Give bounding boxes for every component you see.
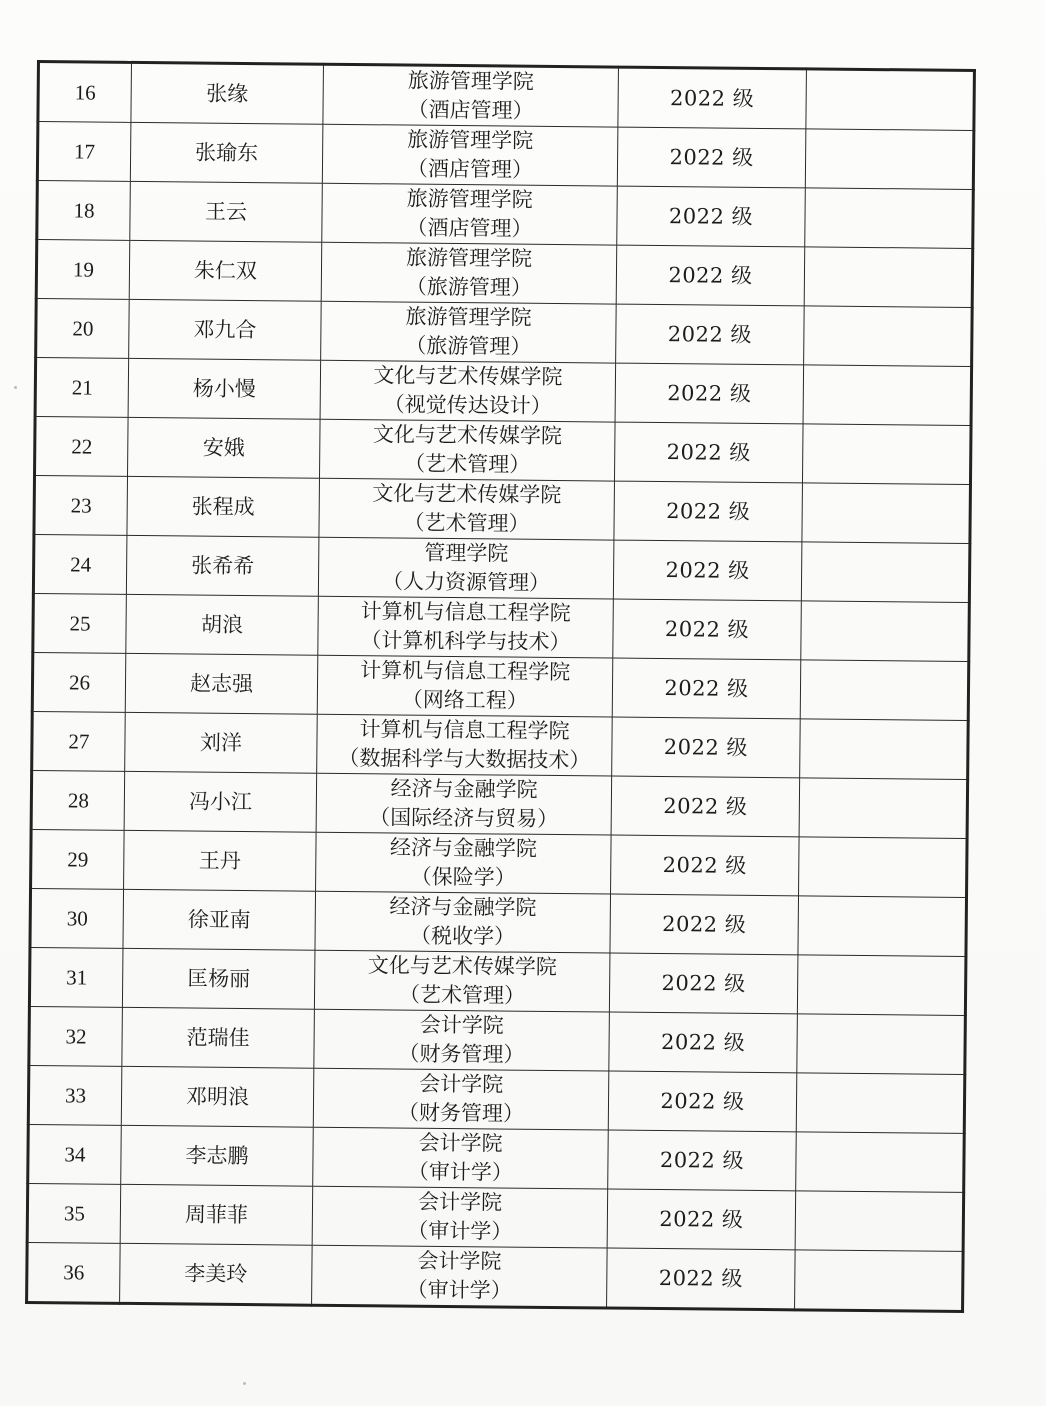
- college-cell: [322, 124, 618, 186]
- table-row: [27, 1242, 964, 1311]
- college-name: 会计学院: [419, 1071, 504, 1097]
- note-cell: [799, 778, 968, 839]
- college-name: 文化与艺术传媒学院: [372, 481, 562, 508]
- row-number: 21: [35, 358, 129, 418]
- major-name: （保险学）: [410, 864, 516, 890]
- note-cell: [801, 601, 970, 662]
- college-name: 计算机与信息工程学院: [359, 717, 570, 744]
- student-list-table-wrapper: [25, 60, 973, 1313]
- college-cell: [313, 1127, 609, 1189]
- table-row: [33, 593, 970, 661]
- college-name: 文化与艺术传媒学院: [367, 953, 557, 980]
- student-name: 邓九合: [129, 299, 322, 360]
- note-cell: [800, 719, 969, 780]
- college-cell: [312, 1186, 608, 1248]
- student-name: 周菲菲: [120, 1184, 313, 1245]
- college-cell: [320, 360, 616, 422]
- table-row: [31, 770, 968, 838]
- table-body: [27, 62, 975, 1312]
- college-name: 文化与艺术传媒学院: [373, 363, 563, 390]
- grade-cell: 2022 级: [612, 658, 801, 719]
- grade-cell: 2022 级: [607, 1189, 796, 1250]
- college-cell: [318, 537, 614, 599]
- table-row: [37, 181, 974, 249]
- student-name: 范瑞佳: [122, 1007, 315, 1068]
- note-cell: [803, 365, 972, 426]
- student-name: 王云: [130, 181, 323, 242]
- college-cell: [321, 242, 617, 304]
- college-cell: [317, 714, 613, 776]
- table-row: [38, 62, 975, 131]
- student-name: 赵志强: [125, 653, 318, 714]
- major-name: （财务管理）: [397, 1100, 525, 1126]
- table-row: [35, 358, 972, 426]
- college-name: 计算机与信息工程学院: [360, 599, 571, 626]
- college-cell: [319, 419, 615, 481]
- college-cell: [316, 832, 612, 894]
- college-cell: [314, 1009, 610, 1071]
- grade-cell: 2022 级: [610, 894, 799, 955]
- college-name: 管理学院: [424, 540, 509, 566]
- college-cell: [315, 891, 611, 953]
- student-name: 徐亚南: [123, 889, 316, 950]
- table-row: [27, 1183, 964, 1251]
- major-name: （酒店管理）: [407, 97, 534, 123]
- note-cell: [798, 896, 967, 957]
- grade-cell: 2022 级: [617, 186, 806, 247]
- row-number: 23: [34, 475, 128, 535]
- major-name: （财务管理）: [398, 1041, 525, 1067]
- grade-cell: 2022 级: [609, 1012, 798, 1073]
- row-number: 24: [33, 534, 127, 594]
- row-number: 32: [29, 1006, 123, 1066]
- college-name: 旅游管理学院: [405, 304, 532, 330]
- note-cell: [800, 660, 969, 721]
- college-name: 会计学院: [418, 1130, 503, 1156]
- college-name: 会计学院: [417, 1189, 503, 1215]
- grade-cell: 2022 级: [616, 304, 805, 365]
- grade-cell: 2022 级: [611, 835, 800, 896]
- grade-cell: 2022 级: [618, 67, 807, 129]
- row-number: 27: [32, 711, 126, 771]
- major-name: （艺术管理）: [398, 982, 526, 1008]
- college-cell: [313, 1068, 609, 1130]
- note-cell: [797, 955, 966, 1016]
- table-row: [34, 475, 971, 543]
- row-number: 33: [28, 1065, 122, 1125]
- student-name: 朱仁双: [129, 240, 322, 301]
- major-name: （计算机科学与技术）: [360, 628, 571, 655]
- table-row: [29, 947, 966, 1015]
- grade-cell: 2022 级: [613, 599, 802, 660]
- college-name: 文化与艺术传媒学院: [372, 422, 563, 449]
- major-name: （人力资源管理）: [381, 569, 551, 595]
- note-cell: [796, 1132, 965, 1193]
- grade-cell: 2022 级: [614, 422, 803, 483]
- table-row: [29, 1006, 966, 1074]
- major-name: （国际经济与贸易）: [369, 805, 559, 832]
- table-row: [37, 122, 974, 190]
- student-list-table: [25, 60, 976, 1313]
- note-cell: [806, 69, 975, 131]
- college-name: 旅游管理学院: [407, 68, 534, 94]
- student-name: 张缘: [131, 62, 324, 124]
- student-name: 刘洋: [125, 712, 318, 773]
- college-cell: [321, 301, 617, 363]
- grade-cell: 2022 级: [613, 540, 802, 601]
- row-number: 36: [27, 1242, 121, 1303]
- row-number: 26: [32, 652, 126, 712]
- grade-cell: 2022 级: [609, 953, 798, 1014]
- college-cell: [312, 1245, 608, 1308]
- table-row: [31, 829, 968, 897]
- student-name: 邓明浪: [121, 1066, 314, 1127]
- note-cell: [799, 837, 968, 898]
- scan-speck: [14, 386, 17, 389]
- college-name: 经济与金融学院: [389, 894, 537, 920]
- major-name: （审计学）: [406, 1277, 512, 1303]
- grade-cell: 2022 级: [607, 1248, 796, 1310]
- student-name: 安娥: [128, 417, 321, 478]
- row-number: 34: [28, 1124, 122, 1184]
- note-cell: [805, 188, 974, 249]
- row-number: 20: [36, 299, 130, 359]
- student-name: 王丹: [124, 830, 317, 891]
- major-name: （旅游管理）: [405, 333, 532, 359]
- major-name: （数据科学与大数据技术）: [338, 745, 591, 773]
- major-name: （艺术管理）: [403, 510, 530, 536]
- table-row: [35, 416, 972, 484]
- row-number: 30: [30, 888, 124, 948]
- note-cell: [802, 483, 971, 544]
- major-name: （审计学）: [407, 1159, 513, 1185]
- table-row: [36, 240, 973, 308]
- student-name: 李美玲: [120, 1243, 313, 1305]
- table-row: [36, 299, 973, 367]
- table-row: [28, 1065, 965, 1133]
- college-cell: [316, 773, 612, 835]
- student-name: 匡杨丽: [122, 948, 315, 1009]
- grade-cell: 2022 级: [617, 127, 806, 188]
- note-cell: [804, 306, 973, 367]
- college-name: 会计学院: [419, 1012, 504, 1038]
- grade-cell: 2022 级: [608, 1130, 797, 1191]
- major-name: （网络工程）: [401, 687, 528, 713]
- note-cell: [795, 1191, 964, 1252]
- note-cell: [802, 424, 971, 485]
- college-name: 经济与金融学院: [390, 776, 538, 802]
- major-name: （酒店管理）: [406, 156, 534, 182]
- note-cell: [801, 542, 970, 603]
- student-name: 冯小江: [124, 771, 317, 832]
- grade-cell: 2022 级: [608, 1071, 797, 1132]
- row-number: 25: [33, 593, 127, 653]
- note-cell: [805, 129, 974, 190]
- grade-cell: 2022 级: [615, 363, 804, 424]
- college-cell: [314, 950, 610, 1012]
- note-cell: [797, 1014, 966, 1075]
- row-number: 22: [35, 416, 129, 476]
- grade-cell: 2022 级: [616, 245, 805, 306]
- college-cell: [323, 64, 619, 127]
- note-cell: [795, 1250, 964, 1312]
- college-cell: [317, 655, 613, 717]
- student-name: 张瑜东: [130, 122, 323, 183]
- grade-cell: 2022 级: [614, 481, 803, 542]
- major-name: （艺术管理）: [404, 451, 531, 477]
- table-row: [30, 888, 967, 956]
- student-name: 杨小慢: [128, 358, 321, 419]
- grade-cell: 2022 级: [611, 776, 800, 837]
- major-name: （视觉传达设计）: [383, 392, 552, 418]
- college-name: 旅游管理学院: [406, 186, 533, 212]
- major-name: （旅游管理）: [405, 274, 532, 300]
- college-name: 会计学院: [417, 1248, 502, 1274]
- row-number: 17: [37, 122, 131, 182]
- student-name: 李志鹏: [121, 1125, 314, 1186]
- major-name: （税收学）: [409, 923, 516, 949]
- college-name: 旅游管理学院: [406, 245, 533, 271]
- note-cell: [804, 247, 973, 308]
- row-number: 18: [37, 181, 131, 241]
- row-number: 29: [31, 829, 125, 889]
- table-row: [32, 711, 969, 779]
- row-number: 28: [31, 770, 125, 830]
- row-number: 35: [27, 1183, 121, 1243]
- college-cell: [318, 596, 614, 658]
- scan-speck: [243, 1382, 246, 1385]
- student-name: 张程成: [127, 476, 320, 537]
- major-name: （酒店管理）: [406, 215, 533, 241]
- row-number: 19: [36, 240, 130, 300]
- college-name: 旅游管理学院: [407, 127, 534, 153]
- row-number: 16: [38, 62, 132, 123]
- row-number: 31: [29, 947, 123, 1007]
- student-name: 张希希: [126, 535, 319, 596]
- student-name: 胡浪: [126, 594, 319, 655]
- college-cell: [319, 478, 615, 540]
- college-cell: [322, 183, 618, 245]
- college-name: 计算机与信息工程学院: [360, 658, 571, 685]
- major-name: （审计学）: [407, 1218, 513, 1244]
- note-cell: [796, 1073, 965, 1134]
- table-row: [28, 1124, 965, 1192]
- table-row: [32, 652, 969, 720]
- grade-cell: 2022 级: [612, 717, 801, 778]
- table-row: [33, 534, 970, 602]
- college-name: 经济与金融学院: [389, 835, 538, 861]
